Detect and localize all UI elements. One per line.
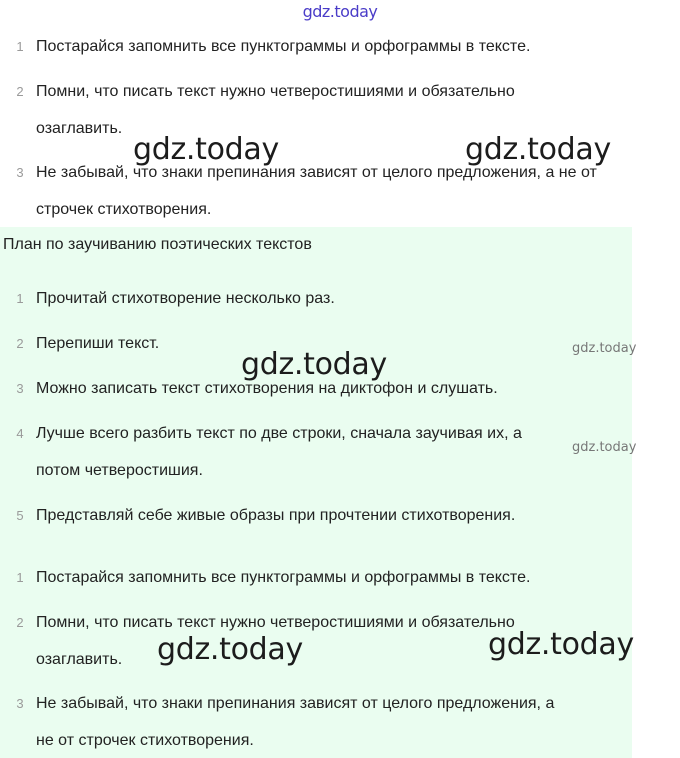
list-item-text: озаглавить. [36,120,123,137]
list-number: 3 [16,381,24,396]
list-item-text: озаглавить. [36,651,123,668]
list-number: 5 [16,508,24,523]
watermark: gdz.today [133,132,279,167]
list-item-text: потом четверостишия. [36,462,203,479]
list-number: 3 [16,696,24,711]
list-number: 1 [16,291,24,306]
list-item-text: Можно записать текст стихотворения на диктофон и слушать. [36,380,498,397]
list-item-text: Не забывай, что знаки препинания зависят от целого предложения, а не от [36,164,597,181]
list-item-text: Помни, что писать текст нужно четверостишиями и обязательно [36,614,515,631]
list-number: 4 [16,426,24,441]
watermark-top: gdz.today [302,2,378,21]
list-number: 1 [16,39,24,54]
list-item-text: строчек стихотворения. [36,201,212,218]
list-item [0,690,680,755]
list-number: 2 [16,615,24,630]
list-number: 2 [16,336,24,351]
list-item-text: не от строчек стихотворения. [36,732,254,749]
list-item-text: Лучше всего разбить текст по две строки, сначала заучивая их, а [36,425,522,442]
list-item-text: Представляй себе живые образы при прочтении стихотворения. [36,507,516,524]
watermark: gdz.today [157,632,303,667]
list-item-text: Постарайся запомнить все пунктограммы и орфограммы в тексте. [36,569,531,586]
list-item [0,564,680,592]
watermark: gdz.today [488,627,634,662]
list-item-text: Прочитай стихотворение несколько раз. [36,290,335,307]
list-item-text: Перепиши текст. [36,335,160,352]
watermark-small: gdz.today [572,341,637,356]
list-number: 3 [16,165,24,180]
list-number: 2 [16,84,24,99]
list-item-text: Не забывай, что знаки препинания зависят от целого предложения, а [36,695,555,712]
list-item [0,33,680,61]
watermark: gdz.today [465,132,611,167]
plan-title: План по заучиванию поэтических текстов [3,236,312,253]
list-item-text: Помни, что писать текст нужно четверостишиями и обязательно [36,83,515,100]
watermark-small: gdz.today [572,440,637,455]
list-item [0,159,680,224]
watermark: gdz.today [241,347,387,382]
list-item [0,502,680,530]
list-item [0,285,680,313]
list-item-text: Постарайся запомнить все пунктограммы и орфограммы в тексте. [36,38,531,55]
list-number: 1 [16,570,24,585]
